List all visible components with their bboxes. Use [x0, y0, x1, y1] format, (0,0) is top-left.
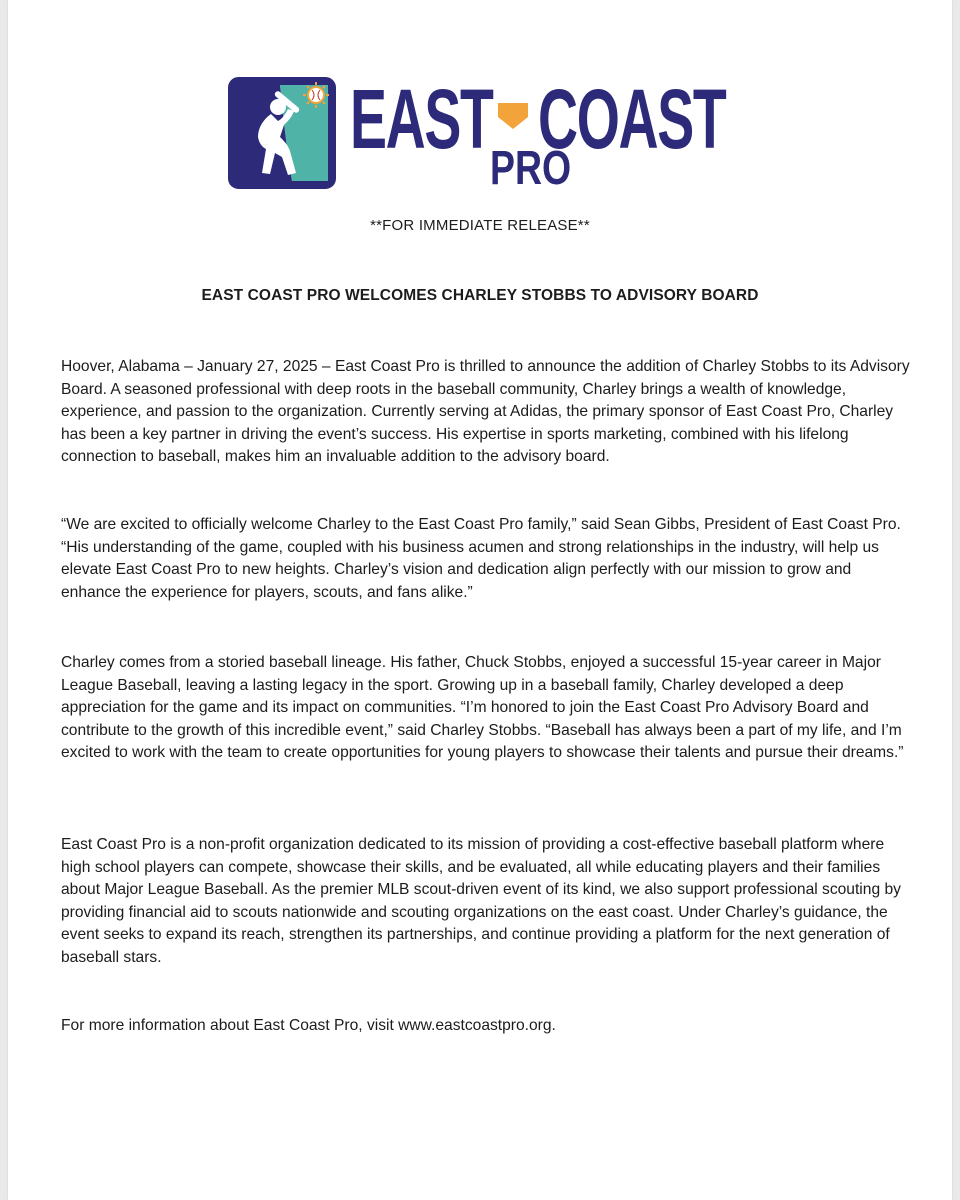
logo-word-coast: COAST: [538, 72, 726, 166]
paragraph-lineage: Charley comes from a storied baseball lineage. His father, Chuck Stobbs, enjoyed a successful 15-year career in Major League Baseball, leaving a lasting legacy in the sport. Growing up in a baseball family, Charley developed a deep appreciation for the game and its impact on communities. “I’m honored to join the East Coast Pro Advisory Board and contribute to the growth of this incredible event,” said Charley Stobbs. “Baseball has always been a part of my life, and I’m excited to work with the team to create opportunities for young players to showcase their talents and pursue their dreams.”: [61, 654, 904, 761]
release-label: **FOR IMMEDIATE RELEASE**: [370, 217, 590, 234]
headline: EAST COAST PRO WELCOMES CHARLEY STOBBS TO ADVISORY BOARD: [201, 287, 759, 304]
east-coast-pro-logo: [228, 72, 738, 195]
paragraph-quote-gibbs: “We are excited to officially welcome Charley to the East Coast Pro family,” said Sean Gibbs, President of East Coast Pro. “His understanding of the game, coupled with his business acumen and strong relationships in the industry, will help us elevate East Coast Pro to new heights. Charley’s vision and dedication align perfectly with our mission to grow and enhance the experience for players, scouts, and fans alike.”: [61, 516, 901, 601]
paragraph-about: East Coast Pro is a non-profit organization dedicated to its mission of providing a cost-effective baseball platform where high school players can compete, showcase their skills, and be evaluated, all while educating players and their families about Major League Baseball. As the premier MLB scout-driven event of its kind, we also support professional scouting by providing financial aid to scouts nationwide and scouting organizations on the east coast. Under Charley’s guidance, the event seeks to expand its reach, strengthen its partnerships, and continue providing a platform for the next generation of baseball stars.: [61, 836, 901, 966]
logo-word-east: EAST: [350, 72, 493, 166]
logo-word-pro: PRO: [490, 142, 572, 195]
press-release-page: [8, 0, 952, 1200]
batter-silhouette-icon: [228, 77, 336, 189]
paragraph-intro: Hoover, Alabama – January 27, 2025 – East Coast Pro is thrilled to announce the addition of Charley Stobbs to its Advisory Board. A seasoned professional with deep roots in the baseball community, Charley brings a wealth of knowledge, experience, and passion to the organization. Currently serving at Adidas, the primary sponsor of East Coast Pro, Charley has been a key partner in driving the event’s success. His expertise in sports marketing, combined with his lifelong connection to baseball, makes him an invaluable addition to the advisory board.: [61, 358, 910, 465]
home-plate-icon: [496, 101, 530, 131]
paragraph-more-info: For more information about East Coast Pro, visit www.eastcoastpro.org.: [61, 1017, 556, 1034]
